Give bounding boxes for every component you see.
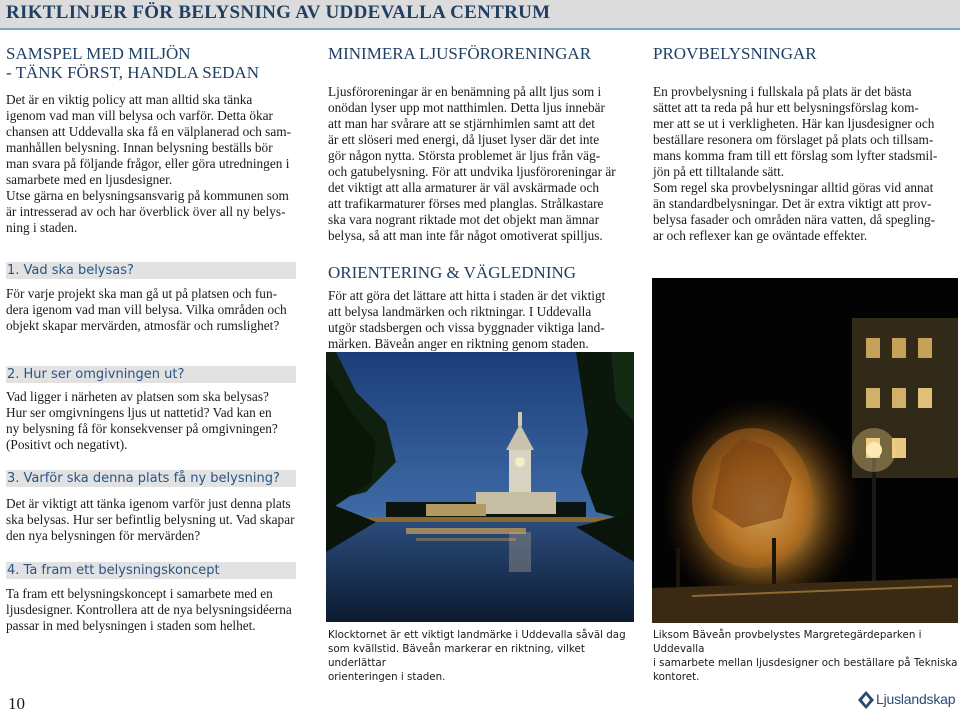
col2-heading-2: ORIENTERING & VÄGLEDNING (328, 263, 577, 282)
text-line: mer att se ut i verkligheten. Här kan ljusdesigner och (653, 116, 935, 131)
text-line: sättet att ta reda på hur ett belysningsförslag kom- (653, 100, 919, 115)
text-line: objekt skapar mervärden, atmosfär och rumslighet? (6, 318, 280, 333)
text-line: Vad ligger i närheten av platsen som ska belysas? (6, 389, 269, 404)
step-4-bar (6, 562, 296, 579)
step-2-title: 2. Hur ser omgivningen ut? (7, 367, 185, 382)
step-4-text (6, 586, 311, 634)
text-line: ljusdesigner. Kontrollera att de nya belysningsidéerna (6, 602, 292, 617)
col2-photo-caption (328, 628, 640, 684)
logo-mark-icon (858, 691, 874, 709)
page-number: 10 (8, 694, 25, 713)
col2-heading-1: MINIMERA LJUSFÖRORENINGAR (328, 44, 592, 63)
text-line: än standardbelysningar. Det är extra viktigt att prov- (653, 196, 932, 211)
text-line: dera igenom vad man vill belysa. Vilka områden och (6, 302, 287, 317)
text-line: Utse gärna en belysningsansvarig på kommunen som (6, 188, 289, 203)
text-line: ska belysas. Hur ser befintlig belysning ut. Vad skapar (6, 512, 295, 527)
text-line: För varje projekt ska man gå ut på platsen och fun- (6, 286, 278, 301)
text-line: jön på ett tilltalande sätt. (653, 164, 785, 179)
text-line: beställare resonera om förslaget på plats och tillsam- (653, 132, 934, 147)
step-3-bar (6, 470, 296, 487)
text-line: ar och reflexer kan ge oväntade effekter. (653, 228, 868, 243)
caption-line: i samarbete mellan ljusdesigner och beställare på Tekniska (653, 657, 958, 669)
caption-line: Klocktornet är ett viktigt landmärke i Uddevalla såväl dag (328, 629, 626, 641)
header-bar (0, 0, 960, 30)
text-line: (Positivt och negativt). (6, 437, 128, 452)
col3-text (653, 84, 956, 244)
step-1-bar (6, 262, 296, 279)
text-line: och gatubelysning. För att undvika ljusföroreningar är (328, 164, 616, 179)
text-line: gör någon nytta. Största problemet är ljus från väg- (328, 148, 601, 163)
caption-line: som kvällstid. Bäveån markerar en riktning, vilket underlättar (328, 643, 585, 669)
text-line: att belysa landmärken och riktningar. I Uddevalla (328, 304, 592, 319)
col1-heading-line1: SAMSPEL MED MILJÖN (6, 44, 191, 63)
text-line: belysa fasader och områden nära vatten, då spegling- (653, 212, 936, 227)
text-line: ska vara nogrant riktade mot det objekt man ämnar (328, 212, 600, 227)
text-line: Det är viktigt att tänka igenom varför just denna plats (6, 496, 291, 511)
text-line: Ljusföroreningar är en benämning på allt ljus som i (328, 84, 602, 99)
text-line: att man har svårare att se stjärnhimlen samt att det (328, 116, 595, 131)
step-2-bar (6, 366, 296, 383)
step-4-title: 4. Ta fram ett belysningskoncept (7, 563, 220, 578)
step-3-title: 3. Varför ska denna plats få ny belysning? (7, 471, 280, 486)
text-line: är intresserad av och har överblick över all ny belys- (6, 204, 286, 219)
clock-tower-photo (326, 352, 634, 622)
col2-text-1 (328, 84, 640, 244)
logo-text: Ljuslandskap (876, 691, 956, 707)
text-line: att trafikarmaturer förses med planglas. Strålkastare (328, 196, 604, 211)
ljuslandskap-logo (858, 688, 958, 712)
text-line: den nya belysningen för mervärden? (6, 528, 201, 543)
col1-heading (6, 44, 306, 82)
step-1-title: 1. Vad ska belysas? (7, 263, 134, 278)
step-3-text (6, 496, 311, 544)
col3-heading: PROVBELYSNINGAR (653, 44, 817, 63)
caption-line: Liksom Bäveån provbelystes Margretegärdeparken i Uddevalla (653, 629, 922, 655)
park-photo (652, 278, 958, 623)
text-line: onödan lyser upp mot natthimlen. Detta ljus innebär (328, 100, 605, 115)
text-line: passar in med belysningen i staden som helhet. (6, 618, 256, 633)
step-2-text (6, 389, 311, 453)
col1-intro (6, 92, 311, 236)
text-line: manhållen belysning. Innan belysning beställs bör (6, 140, 273, 155)
text-line: chansen att Uddevalla ska få en välplanerad och sam- (6, 124, 292, 139)
text-line: det viktigt att alla armaturer är väl avskärmade och (328, 180, 599, 195)
text-line: Som regel ska provbelysningar alltid göras vid annat (653, 180, 934, 195)
text-line: igenom vad man vill belysa och varför. Detta ökar (6, 108, 273, 123)
text-line: ny belysning få för konsekvenser på omgivningen? (6, 421, 278, 436)
text-line: ning i staden. (6, 220, 78, 235)
text-line: samarbete med en ljusdesigner. (6, 172, 173, 187)
text-line: är ett slöseri med energi, då ljuset lyser där det inte (328, 132, 600, 147)
page-title: RIKTLINJER FÖR BELYSNING AV UDDEVALLA CENTRUM (6, 2, 551, 23)
col2-text-2 (328, 288, 640, 352)
text-line: Ta fram ett belysningskoncept i samarbete med en (6, 586, 273, 601)
col1-heading-line2: - TÄNK FÖRST, HANDLA SEDAN (6, 63, 259, 82)
text-line: Det är en viktig policy att man alltid ska tänka (6, 92, 253, 107)
step-1-text (6, 286, 311, 334)
text-line: För att göra det lättare att hitta i staden är det viktigt (328, 288, 606, 303)
text-line: utgör stadsbergen och vissa byggnader viktiga land- (328, 320, 605, 335)
text-line: man svara på följande frågor, eller göra utredningen i (6, 156, 290, 171)
text-line: belysa, så att man inte får något omotiverat spilljus. (328, 228, 603, 243)
text-line: mans komma fram till ett förslag som lyfter stadsmil- (653, 148, 938, 163)
col3-photo-caption (653, 628, 958, 684)
caption-line: kontoret. (653, 671, 700, 683)
text-line: En provbelysning i fullskala på plats är det bästa (653, 84, 912, 99)
text-line: märken. Bäveån anger en riktning genom staden. (328, 336, 589, 351)
caption-line: orienteringen i staden. (328, 671, 446, 683)
text-line: Hur ser omgivningens ljus ut nattetid? Vad kan en (6, 405, 272, 420)
